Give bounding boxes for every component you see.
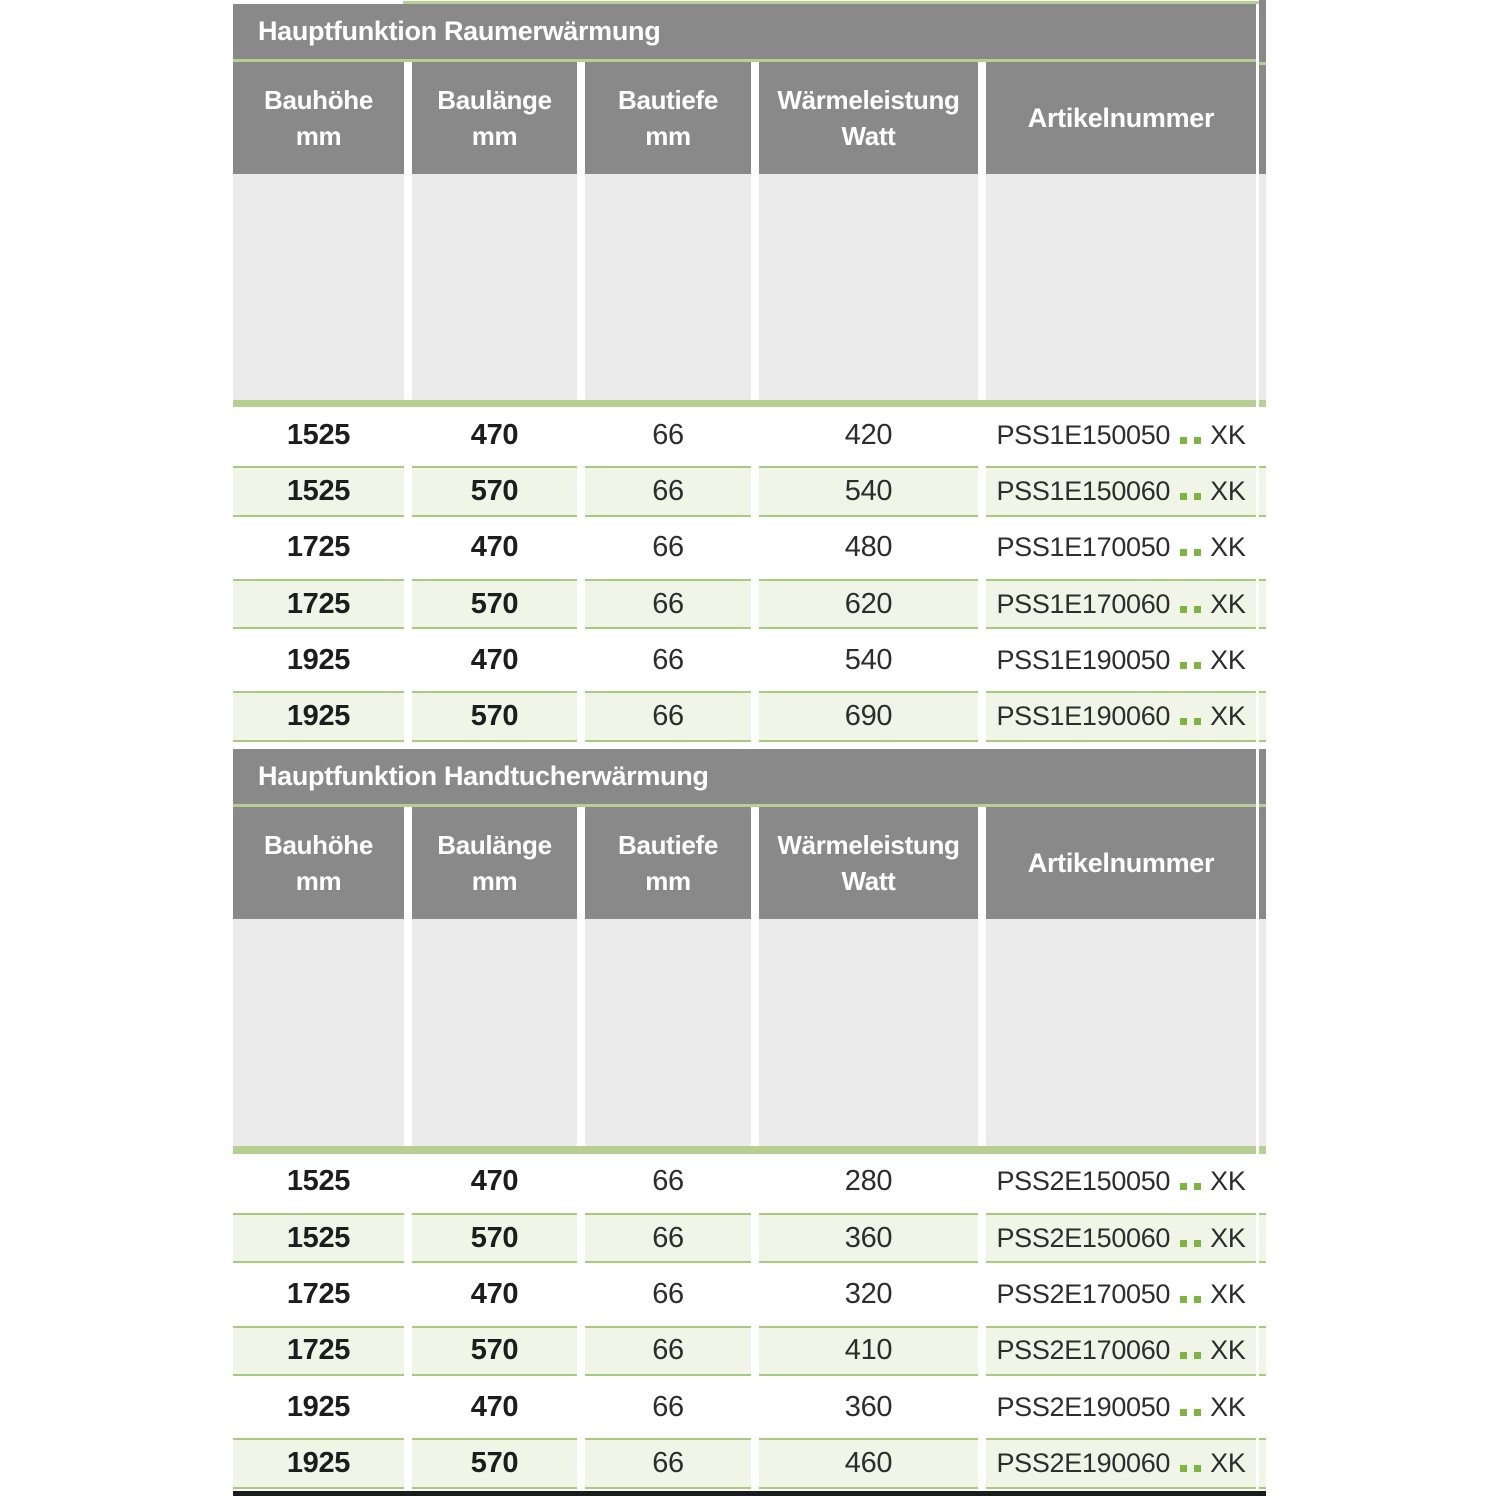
column-header-bauhoehe: Bauhöhe mm xyxy=(233,62,404,174)
color-code-dots-icon xyxy=(1180,1296,1201,1303)
column-header-row xyxy=(233,62,1256,174)
table-row: 1725 570 66 410 PSS2E170060 XK xyxy=(233,1323,1256,1379)
product-image-placeholder-row xyxy=(233,174,1256,400)
table-row: 1525 570 66 540 PSS1E150060 XK xyxy=(233,463,1256,519)
color-code-dots-icon xyxy=(1180,437,1201,444)
color-code-dots-icon xyxy=(1180,1409,1201,1416)
artikelnummer-cell: PSS1E150060 XK xyxy=(986,466,1256,516)
column-header-baulaenge: Baulänge mm xyxy=(412,807,577,919)
color-code-dots-icon xyxy=(1180,549,1201,556)
artikelnummer-cell: PSS2E150050 XK xyxy=(986,1154,1256,1210)
product-image-placeholder-row xyxy=(233,919,1256,1146)
table-title: Hauptfunktion Raumerwärmung xyxy=(258,16,661,46)
artikelnummer-cell: PSS1E150050 XK xyxy=(986,407,1256,463)
artikelnummer-cell: PSS2E170060 XK xyxy=(986,1326,1256,1376)
column-header-artikelnummer: Artikelnummer xyxy=(986,807,1256,919)
table-row: 1925 470 66 360 PSS2E190050 XK xyxy=(233,1379,1256,1435)
column-header-bauhoehe: Bauhöhe mm xyxy=(233,807,404,919)
column-header-waermeleistung: Wärmeleistung Watt xyxy=(759,807,978,919)
table-handtucherwaermung xyxy=(233,749,1256,1492)
table-row: 1925 570 66 460 PSS2E190060 XK xyxy=(233,1435,1256,1491)
table-bottom-rule xyxy=(233,1491,1266,1496)
color-code-dots-icon xyxy=(1180,662,1201,669)
color-code-dots-icon xyxy=(1180,606,1201,613)
column-header-baulaenge: Baulänge mm xyxy=(412,62,577,174)
column-header-bautiefe: Bautiefe mm xyxy=(585,62,751,174)
table-row: 1725 570 66 620 PSS1E170060 XK xyxy=(233,576,1256,632)
table-row: 1525 470 66 280 PSS2E150050 XK xyxy=(233,1154,1256,1210)
column-header-row xyxy=(233,807,1256,919)
table-raumerwaermung xyxy=(233,4,1256,745)
color-code-dots-icon xyxy=(1180,1240,1201,1247)
color-code-dots-icon xyxy=(1180,718,1201,725)
artikelnummer-cell: PSS1E170050 XK xyxy=(986,520,1256,576)
table-row: 1925 570 66 690 PSS1E190060 XK xyxy=(233,688,1256,744)
artikelnummer-cell: PSS1E170060 XK xyxy=(986,579,1256,629)
table-row: 1725 470 66 320 PSS2E170050 XK xyxy=(233,1266,1256,1322)
column-header-waermeleistung: Wärmeleistung Watt xyxy=(759,62,978,174)
color-code-dots-icon xyxy=(1180,1352,1201,1359)
artikelnummer-cell: PSS1E190050 XK xyxy=(986,632,1256,688)
table-continuation-sliver xyxy=(1259,0,1266,1492)
color-code-dots-icon xyxy=(1180,1465,1201,1472)
table-row: 1525 570 66 360 PSS2E150060 XK xyxy=(233,1210,1256,1266)
green-divider-bar xyxy=(233,400,1256,407)
color-code-dots-icon xyxy=(1180,493,1201,500)
table-row: 1525 470 66 420 PSS1E150050 XK xyxy=(233,407,1256,463)
table-title-bar xyxy=(233,4,1256,62)
table-row: 1725 470 66 480 PSS1E170050 XK xyxy=(233,520,1256,576)
green-divider-bar xyxy=(233,1146,1256,1154)
artikelnummer-cell: PSS1E190060 XK xyxy=(986,691,1256,741)
artikelnummer-cell: PSS2E150060 XK xyxy=(986,1213,1256,1263)
table-title: Hauptfunktion Handtucherwärmung xyxy=(258,760,709,791)
table-title-bar xyxy=(233,749,1256,807)
table-row: 1925 470 66 540 PSS1E190050 XK xyxy=(233,632,1256,688)
color-code-dots-icon xyxy=(1180,1183,1201,1190)
artikelnummer-cell: PSS2E190060 XK xyxy=(986,1438,1256,1488)
column-header-artikelnummer: Artikelnummer xyxy=(986,62,1256,174)
artikelnummer-cell: PSS2E190050 XK xyxy=(986,1379,1256,1435)
spec-tables xyxy=(233,0,1256,1492)
column-header-bautiefe: Bautiefe mm xyxy=(585,807,751,919)
artikelnummer-cell: PSS2E170050 XK xyxy=(986,1266,1256,1322)
